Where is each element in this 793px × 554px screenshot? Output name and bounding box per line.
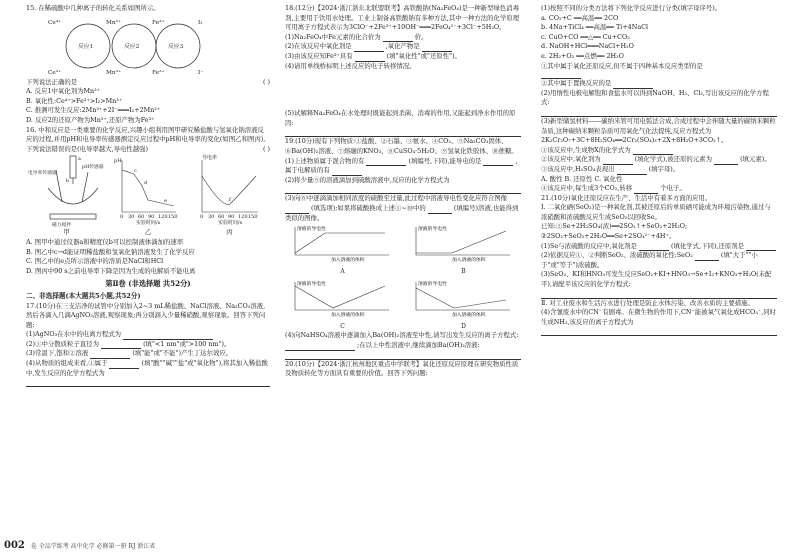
q18-part-4: (4)请用单线桥标明上述反应的电子转移情况。 [285,61,416,70]
q21-blank-3[interactable] [695,253,719,261]
q21-known-2: ②2SO₂+SeO₂+2H₂O══Se+2SO₄²⁻+4H⁺。 [541,232,676,241]
point-e: e [164,198,167,205]
graph-c[interactable] [285,278,400,331]
q19-graphs [285,223,521,331]
column-middle [285,4,521,379]
chart-b-ylabel: pH [114,158,122,165]
q15-ion-diagram [26,14,270,78]
q20-reaction-a: a. CO₂+C ══高温══ 2CO [541,13,619,22]
figure-captions [26,228,270,238]
point-f: f [229,197,231,204]
ion-i-minus: I⁻ [198,69,204,76]
chart-c-tick-150: 150 [248,214,258,221]
chart-b-tick-120: 120 [158,214,168,221]
q21-part-3: (3)SeO₂、KI和HNO₃可发生反应SeO₂+KI+HNO₃→Se+I₂+KNO₃+H₂O(未配平),请配平该反应的化学方程式: [541,270,772,289]
ion-fe3: Fe³⁺ [152,19,165,26]
graph-a-caption: A [340,267,345,275]
graph-d-xlabel: 加入溶液的体积 [452,313,486,319]
q17-part-3: (3)常温下,饱和②溶液 (填"能"或"不能")产生丁达尔效应。 [26,349,233,358]
graph-c-xlabel: 加入溶液的体积 [331,313,365,319]
page-footer [4,540,155,551]
chart-c-tick-0: 0 [200,214,204,221]
ion-ce4: Ce⁴⁺ [48,19,62,26]
graph-c-caption: C [340,322,345,330]
q19-blank-6[interactable] [428,206,452,214]
graph-d-ylabel: 溶液的导电性 [418,282,447,288]
q20-part-3: (3)新型储氢材料——碳纳米管可用电弧法合成,合成过程中会伴随大量的碳纳米颗粒杂质,这种碳纳米颗粒杂质可用氧化气化法提纯,反应方程式为2K₂Cr₂O₇+3C+8H₂SO₄══2Cr₂(SO₄)₃+2X+8H₂O+3CO₂↑。 [541,116,776,145]
q21-blank-5[interactable] [541,327,777,336]
label-conductivity-sensor: 电导率传感器 [28,171,57,177]
chart-c-tick-30: 30 [208,214,215,221]
q15-option-b: B. 氧化性:Ce⁴⁺>Fe³⁺>I₂>Mn³⁺ [26,96,123,105]
q18-blank-4[interactable] [355,54,385,62]
chart-b-tick-150: 150 [168,214,178,221]
q19-blank-8[interactable] [285,351,521,360]
q20-reaction-d: d. NaOH+HCl═══NaCl+H₂O [541,42,634,51]
q16-option-c: C. 图乙中的e点所示溶液中的溶质是NaCl和HCl [26,257,164,266]
column-left [26,4,270,387]
q20-reaction-e: e. 2H₂+O₂ ══点燃══ 2H₂O [541,51,624,60]
graph-a-ylabel: 溶液的导电性 [297,227,326,233]
ion-cycle-diagram [26,14,226,78]
q19-part-2: (2)将少量⑤的溶液滴加到硫酸溶液中,反应的化学方程式为 [285,175,450,184]
q17-blank-5[interactable] [26,378,270,387]
q19-part-5: ;在以上中性溶液中,继续滴加Ba(OH)₂溶液: [285,341,521,351]
chart-c-xlabel: 实验时间/s [218,220,243,227]
q16-option-b: B. 图乙中c→d能证明稀盐酸和氢氧化钠溶液发生了化学反应 [26,247,195,256]
chart-b-xlabel: 实验时间/s [136,220,161,227]
q20-blank-3[interactable] [541,108,777,117]
q16-option-a: A. 图甲中通过仪器a和精度仪b可以控制液体滴加的速率 [26,237,184,246]
chart-c-tick-90: 90 [228,214,235,221]
q17-blank-1[interactable] [123,332,213,340]
reaction-3-label: 反应3 [168,43,184,50]
q19-blank-2[interactable] [483,158,513,166]
q20-blank-8[interactable] [634,186,658,194]
q15-stem: 15. 在稀硫酸中几种离子的转化关系如图所示。 [26,4,160,12]
q21-part-2: (2)依据反应①、②判断SeO₂、浓硫酸的氧化性:SeO₂ (填"大于""小于"或"等于")浓硫酸。 [541,251,758,269]
q20-sub-3-1: ①该反应中,生成物X的化学式为 [541,146,777,156]
graph-b[interactable] [406,223,521,276]
chart-c-ylabel: 导电率 [202,155,218,162]
q21-blank-4[interactable] [541,290,777,299]
chart-c-tick-60: 60 [218,214,225,221]
q20-blank-5[interactable] [603,157,633,165]
titration-figures [26,154,270,228]
chart-b-tick-0: 0 [120,214,124,221]
q18-blank-3[interactable] [422,44,452,52]
point-d: d [144,180,148,187]
reaction-1-label: 反应1 [78,43,94,50]
q16-answer-bracket[interactable]: ( ) [262,144,270,153]
q20-sub-2: ②其中属于置换反应的是 [541,79,777,89]
q20-blank-6[interactable] [714,157,738,165]
q18-part-2: (2)在该反应中氧化剂是 ,氧化产物是 [285,42,521,52]
chart-b-tick-30: 30 [128,214,135,221]
graph-b-caption: B [461,267,466,275]
ion-i2: I₂ [198,19,203,26]
q19-part-4: (4)向NaHSO₄溶液中逐滴加入Ba(OH)₂溶液至中性,请写出发生反应的离子方程式: [285,331,519,340]
graph-d[interactable] [406,278,521,331]
q21-intro: Ⅰ. 二氧化硒(SeO₂)是一种氧化剂,其被还原后的单质硒可能成为环境污染物,通过与浓硝酸和浓硫酸反应生成SeO₂以回收Se。 [541,203,771,221]
caption-bing: 丙 [226,228,233,237]
ion-fe2: Fe²⁺ [152,69,165,76]
column-right [541,4,777,336]
label-stirrer: 磁力搅拌 [52,223,72,229]
graph-b-ylabel: 溶液的导电性 [418,227,447,233]
graph-a[interactable] [285,223,400,276]
q18-answer-space[interactable] [285,71,521,109]
q18-blank-2[interactable] [354,44,384,52]
q21-section-2: Ⅱ. 对工业废水和生活污水进行处理是防止水体污染、改善水质的主要措施。 [541,298,754,307]
q20-sub-3-3: ③该反应中,H₂SO₄表现出 (填字母)。 [541,164,680,173]
q18-part-5: (5)试解释Na₂FeO₄在水处理时既能起到杀菌、消毒的作用,又能起到净水作用的原因: [285,109,516,127]
q19-blank-5[interactable] [285,206,309,214]
label-ph-sensor: pH传感器 [82,165,104,171]
q20-part-2: (2)用惰性电极电解饱和食盐水可以得到NaOH、H₂、Cl₂,写出该反应的化学方程式: [541,88,769,107]
q20-reaction-b: b. 4Na+TiCl₄ ══高温══ Ti+4NaCl [541,23,649,32]
q17-stem: 17.(10分)在三支洁净的试管中分别加入2~3 mL稀盐酸、NaCl溶液、Na₂CO₃溶液,然后各滴入几滴AgNO₃溶液,观察现象;再分别滴入少量稀硝酸,观察现象。回答下列问题: [26,301,266,329]
caption-jia: 甲 [63,228,70,237]
q17-part-2: (2)①中分散质粒子直径为 (填"<1 nm"或">100 nm")。 [26,339,231,348]
q18-stem: 18.(12分)【2024·浙江浙东北联盟联考】高铁酸钠(Na₂FeO₄)是一种新型绿色消毒剂,主要用于饮用水处理。工业上制备高铁酸钠有多种方法,其中一种方法的化学原理可用离子方程式表示为3ClO⁻+2Fe³⁺+10OH⁻═══2FeO₄²⁻+3Cl⁻+5H₂O。 [285,4,520,32]
q18-part-3: (3)由该反应知Fe³⁺具有 (填"氧化性"或"还原性")。 [285,51,461,60]
q15-option-c: C. 推测可发生反应:2Mn³⁺+2I⁻═══I₂+2Mn²⁺ [26,106,161,115]
q19-blank-4[interactable] [285,185,521,194]
q18-blank-5[interactable] [285,128,521,137]
q21-part-1: (1)Se与浓硫酸的反应中,氧化剂是 (填化学式,下同),还原剂是 [541,242,777,252]
q21-known-1: 已知:①Se+2H₂SO₄(浓)══2SO₂↑+SeO₂+2H₂O; [541,222,688,231]
q20-reaction-c: c. CuO+CO ══△══ Cu+CO₂ [541,32,630,41]
q20-blank-7[interactable] [617,167,647,175]
q15-option-a: A. 反应1中氧化剂为Mn³⁺ [26,87,101,96]
q20-sub-3-4: ④该反应中,每生成3个CO₂,转移 个电子。 [541,184,686,193]
section-title: 第Ⅱ卷 (非选择题 共52分) [105,279,191,289]
page-number: 002 [4,540,25,551]
q21-part-4: (4)含氰废水中的CN⁻有剧毒。在微生物的作用下,CN⁻能被氧气氧化成HCO₃⁻,同时生成NH₃,该反应的离子方程式为 [541,308,777,326]
q17-part-4: (4)从物质的组成来看,①属于 (填"酸""碱""盐"或"氧化物"),将其加入稀盐酸中,发生反应的化学方程式为 [26,359,268,377]
q16-stem: 16. 中和反应是一类重要的化学反应,兴趣小组利用图甲研究稀盐酸与氢氧化钠溶液反应的过程,并用pH和电导率传感器测定反应过程中pH和电导率的变化(如图乙和图丙),下列说法错误的是(电导率越大,导电性越强) ( ) [26,125,270,153]
caption-yi: 乙 [144,228,152,237]
q19-blank-7[interactable] [285,343,355,351]
q21-stem: 21.(10分)氧化还原反应在生产、生活中有着多方面的应用。 [541,193,712,202]
q19-stem: 19.(10分)现有下列物质:①盐酸、②石墨、③氨水、④CO₂、⑤Na₂CO₃固体、⑥Ba(OH)₂溶液、⑦熔融的KNO₃、⑧CuSO₄·5H₂O、⑨氢氧化铁胶体、⑩蔗糖。 [285,137,518,155]
q19-part-3: (3)向⑥中逐滴滴加相同浓度的硫酸至过量,此过程中溶液导电性变化应符合图像 (填选项);如果将硫酸换成上述①~⑩中的 (填编号)溶液,也能得到类似的图像。 [285,194,519,222]
q17-blank-3[interactable] [90,351,130,359]
label-a: a [78,157,81,163]
q15-option-d: D. 反应2的还原产物为Mn³⁺,还原产物为Fe³⁺ [26,115,155,124]
graph-d-caption: D [461,322,466,330]
ion-mn3: Mn³⁺ [106,69,122,76]
footer-text: 卷 全品学练考 高中化学 必修第一册 RJ 浙江省 [30,543,156,550]
ion-mn2: Mn²⁺ [106,19,122,26]
q19-blank-3[interactable] [332,168,362,176]
q15-answer-bracket[interactable]: ( ) [262,77,270,86]
graph-a-xlabel: 加入溶液的体积 [331,258,365,264]
q18-part-1: (1)Na₂FeO₄中Fe元素的化合价为 价。 [285,32,428,41]
reaction-2-label: 反应2 [124,43,140,50]
q16-option-d: D. 图丙中90 s之前电导率下降是因为生成的电解质不能电离 [26,266,196,275]
chart-c-tick-120: 120 [238,214,248,221]
label-b: b [66,179,70,185]
q20-sub-3-options: A. 酸性 B. 还原性 C. 氧化性 [541,174,623,183]
q20-blank-1[interactable] [541,71,581,79]
section-heading: 二、非选择题(本大题共5小题,共52分) [26,291,141,300]
graph-c-ylabel: 溶液的导电性 [297,282,326,288]
q20-blank-2[interactable] [613,81,653,89]
point-c: c [134,168,137,175]
q19-blank-1[interactable] [366,158,406,166]
q15-prompt: 下列说法正确的是 ( ) [26,77,270,86]
chart-b-tick-60: 60 [138,214,145,221]
q20-sub-3-2: ②该反应中,氧化剂为 (填化学式),被还原的元素为 (填元素)。 [541,155,771,164]
q20-stem: 20.(10分)【2024·浙江杭州地区重点中学联考】氧化还原反应原理在研究物质性质及物质转化等方面具有重要的价值。回答下列问题: [285,359,519,378]
q20-sub-1: ①其中属于氧化还原反应,但不属于四种基本反应类型的是 [541,61,703,70]
chart-b-tick-90: 90 [148,214,155,221]
q16-figures [26,154,270,238]
ion-ce3: Ce³⁺ [48,69,62,76]
q20-part-1: (1)按照不同的分类方法将下列化学反应进行分类(填字母序号)。 [541,4,722,12]
q19-part-1: (1)上述物质属于混合物的有 (填编号,下同),能导电的是 ,属于电解质的有 [285,156,518,175]
graph-b-xlabel: 加入溶液的体积 [452,258,486,264]
q17-blank-4[interactable] [109,361,139,369]
q17-part-1: (1)AgNO₃在水中的电离方程式为 [26,330,270,340]
